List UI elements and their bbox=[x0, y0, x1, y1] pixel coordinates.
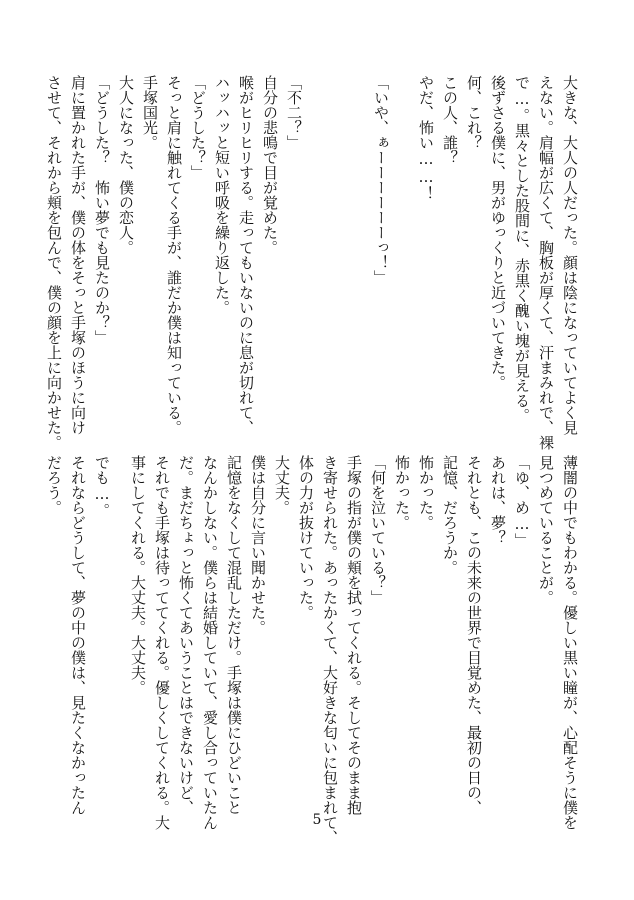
text-column: それとも、この未来の世界で目覚めた、最初の日の、 bbox=[465, 455, 483, 815]
text-column: 「どうした？」 bbox=[189, 75, 207, 180]
text-column: この人、誰？ bbox=[441, 75, 459, 165]
text-column: 僕は自分に言い聞かせた。 bbox=[249, 455, 267, 635]
text-column: 手塚の指が僕の頬を拭ってくれる。そしてそのまま抱 bbox=[345, 455, 363, 815]
text-column: 肩に置かれた手が、僕の体をそっと手塚のほうに向け bbox=[69, 75, 87, 435]
text-column: 大きな、大人の人だった。顔は陰になっていてよく見 bbox=[561, 75, 579, 435]
text-column: 手塚国光。 bbox=[141, 75, 159, 150]
text-column: 怖かった。 bbox=[393, 455, 411, 530]
text-column: 見つめていることが。 bbox=[537, 455, 555, 605]
text-column: でも…。 bbox=[93, 455, 111, 518]
text-column: 喉がヒリヒリする。走ってもいないのに息が切れて、 bbox=[237, 75, 255, 435]
text-column: 後ずさる僕に、男がゆっくりと近づいてきた。 bbox=[489, 75, 507, 390]
blank-column bbox=[306, 75, 327, 395]
text-column: それでも手塚は待っててくれる。優しくしてくれる。大 bbox=[153, 455, 171, 830]
text-column: 事にしてくれる。大丈夫。大丈夫。 bbox=[129, 455, 147, 695]
text-column: 「不二？」 bbox=[285, 75, 303, 150]
text-column: 何、これ？ bbox=[465, 75, 483, 150]
text-column: 体の力が抜けていった。 bbox=[297, 455, 315, 620]
text-column: 記憶、だろうか。 bbox=[441, 455, 459, 575]
text-column: 「いや、ぁーーーーーーっ！」 bbox=[372, 75, 390, 285]
text-column: 「何を泣いている？」 bbox=[369, 455, 387, 605]
text-column: それならどうして、夢の中の僕は、見たくなかったん bbox=[69, 455, 87, 815]
text-column: 記憶をなくして混乱しただけ。手塚は僕にひどいこと bbox=[225, 455, 243, 815]
blank-column bbox=[114, 455, 126, 795]
text-column: 大丈夫。 bbox=[273, 455, 291, 515]
text-column: えない。肩幅が広くて、胸板が厚くて、汗まみれで、裸 bbox=[537, 75, 555, 450]
page-number: 5 bbox=[312, 812, 322, 828]
text-column: き寄せられた。あったかくて、大好きな匂いに包まれて、 bbox=[321, 455, 339, 845]
text-column: 自分の悲鳴で目が覚めた。 bbox=[261, 75, 279, 255]
blank-column bbox=[393, 75, 414, 395]
text-column: 怖かった。 bbox=[417, 455, 435, 530]
blank-column bbox=[327, 75, 348, 395]
text-column: やだ、怖い……！ bbox=[417, 75, 435, 201]
text-column: そっと肩に触れてくる手が、誰だか僕は知っている。 bbox=[165, 75, 183, 435]
text-column: だろう。 bbox=[45, 455, 63, 515]
upper-text-block bbox=[42, 75, 582, 450]
lower-text-block bbox=[42, 455, 582, 845]
text-column: 薄闇の中でもわかる。優しい黒い瞳が、心配そうに僕を bbox=[561, 455, 579, 830]
text-column: させて、それから頬を包んで、僕の顔を上に向かせた。 bbox=[45, 75, 63, 450]
text-column: 「ゆ、め…」 bbox=[513, 455, 531, 548]
text-column: あれは、夢？ bbox=[489, 455, 507, 545]
text-column: だ。まだちょっと怖くてあいうことはできないけど、 bbox=[177, 455, 195, 815]
text-column: で…。黒々とした股間に、赤黒く醜い塊が見える。 bbox=[513, 75, 531, 423]
text-column: 「どうした？ 怖い夢でも見たのか？」 bbox=[93, 75, 111, 345]
text-column: なんかしない。僕らは結婚していて、愛し合っていたん bbox=[201, 455, 219, 830]
text-column: ハッハッと短い呼吸を繰り返した。 bbox=[213, 75, 231, 315]
blank-column bbox=[348, 75, 369, 395]
text-column: 大人になった、僕の恋人。 bbox=[117, 75, 135, 255]
